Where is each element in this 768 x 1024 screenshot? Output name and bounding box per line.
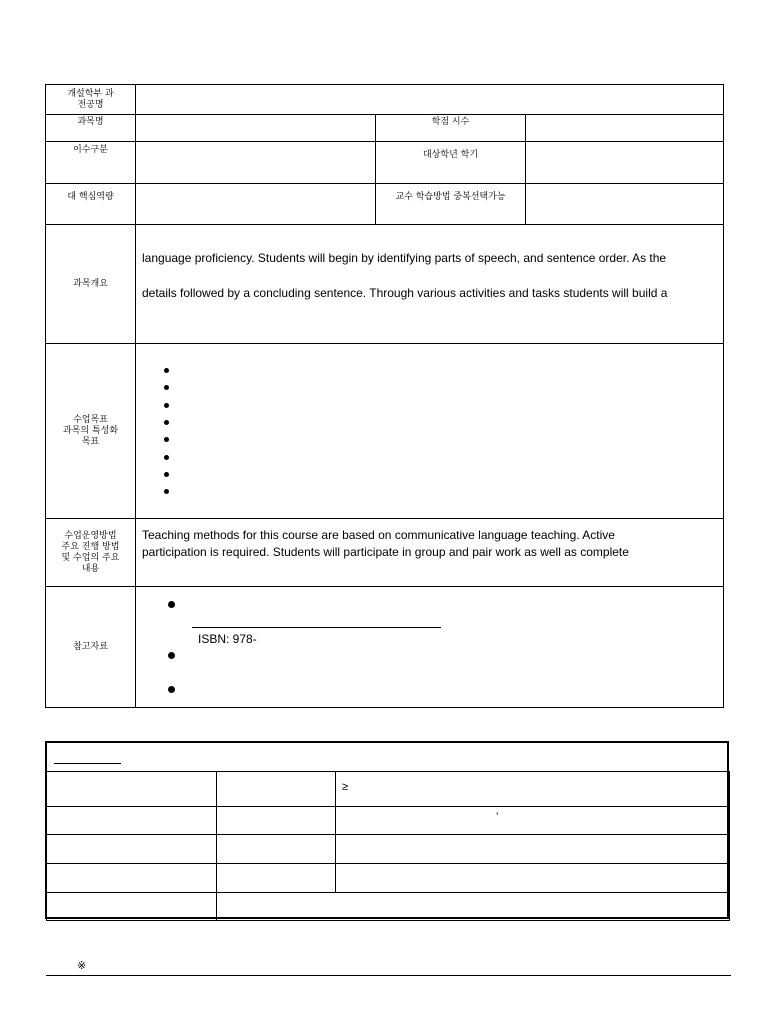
- methods-content: [136, 519, 724, 587]
- footer-note-symbol: ※: [77, 959, 87, 972]
- teaching-method-value[interactable]: [526, 184, 724, 225]
- evaluation-cell[interactable]: [47, 807, 217, 835]
- methods-line-2: participation is required. Students will participate in group and pair work as well as complete: [142, 545, 629, 559]
- overview-content: [136, 225, 724, 344]
- evaluation-cell[interactable]: [217, 864, 336, 893]
- department-label: 개설학부 과 전공명: [46, 85, 136, 115]
- classification-row: [46, 142, 724, 184]
- department-row: [46, 85, 724, 115]
- reference-underline: [192, 627, 441, 628]
- evaluation-row: [47, 893, 730, 921]
- evaluation-row: [47, 864, 730, 893]
- credit-hours-value[interactable]: [526, 115, 724, 142]
- evaluation-cell[interactable]: [217, 807, 336, 835]
- competency-row: [46, 184, 724, 225]
- course-name-row: [46, 115, 724, 142]
- footer-rule: [46, 975, 731, 976]
- overview-label: 과목개요: [46, 225, 136, 344]
- reference-bullet: [168, 601, 175, 608]
- methods-label: 수업운영방법 주요 진행 방법 및 수업의 주요 내용: [46, 519, 136, 587]
- course-name-value[interactable]: [136, 115, 376, 142]
- methods-line-1: Teaching methods for this course are based on communicative language teaching. Active: [142, 528, 615, 542]
- objective-bullet: [164, 455, 169, 460]
- objective-bullet: [164, 420, 169, 425]
- objectives-label: 수업목표 과목의 특성화 목표: [46, 344, 136, 519]
- objective-bullet: [164, 385, 169, 390]
- evaluation-row: [47, 772, 730, 807]
- objective-bullet: [164, 489, 169, 494]
- evaluation-cell[interactable]: ≥: [336, 772, 730, 807]
- methods-row: [46, 519, 724, 587]
- evaluation-cell[interactable]: [47, 893, 217, 921]
- department-value[interactable]: [136, 85, 724, 115]
- evaluation-cell[interactable]: [217, 772, 336, 807]
- course-name-label: 과목명: [46, 115, 136, 142]
- overview-line-1: language proficiency. Students will begin by identifying parts of speech, and sentence order. As the: [142, 251, 667, 265]
- credit-hours-label: 학점 시수: [376, 115, 526, 142]
- isbn-text: ISBN: 978-: [198, 632, 257, 646]
- target-year-label: 대상학년 학기: [376, 142, 526, 184]
- course-info-table: [45, 84, 724, 708]
- competency-label: 대 핵심역량: [46, 184, 136, 225]
- objectives-row: [46, 344, 724, 519]
- evaluation-table: [46, 771, 730, 921]
- objective-bullet: [164, 403, 169, 408]
- evaluation-cell[interactable]: [47, 772, 217, 807]
- evaluation-cell[interactable]: [336, 864, 730, 893]
- evaluation-cell[interactable]: ’: [336, 807, 730, 835]
- references-content: [136, 587, 724, 708]
- target-year-value[interactable]: [526, 142, 724, 184]
- objectives-content: [136, 344, 724, 519]
- evaluation-cell[interactable]: [217, 893, 730, 921]
- teaching-method-label: 교수 학습방법 중복선택가능: [376, 184, 526, 225]
- evaluation-cell[interactable]: [47, 835, 217, 864]
- reference-bullet: [168, 686, 175, 693]
- reference-bullet: [168, 652, 175, 659]
- overview-row: [46, 225, 724, 344]
- overview-line-2: details followed by a concluding sentence. Through various activities and tasks students will build a: [142, 286, 668, 300]
- competency-value[interactable]: [136, 184, 376, 225]
- references-label: 참고자료: [46, 587, 136, 708]
- objective-bullet: [164, 472, 169, 477]
- objective-bullet: [164, 368, 169, 373]
- evaluation-title-underline: [54, 763, 121, 764]
- evaluation-row: [47, 807, 730, 835]
- references-row: [46, 587, 724, 708]
- classification-value[interactable]: [136, 142, 376, 184]
- classification-label: 이수구분: [46, 142, 136, 184]
- evaluation-row: [47, 835, 730, 864]
- evaluation-cell[interactable]: [47, 864, 217, 893]
- evaluation-cell[interactable]: [336, 835, 730, 864]
- objective-bullet: [164, 437, 169, 442]
- evaluation-cell[interactable]: [217, 835, 336, 864]
